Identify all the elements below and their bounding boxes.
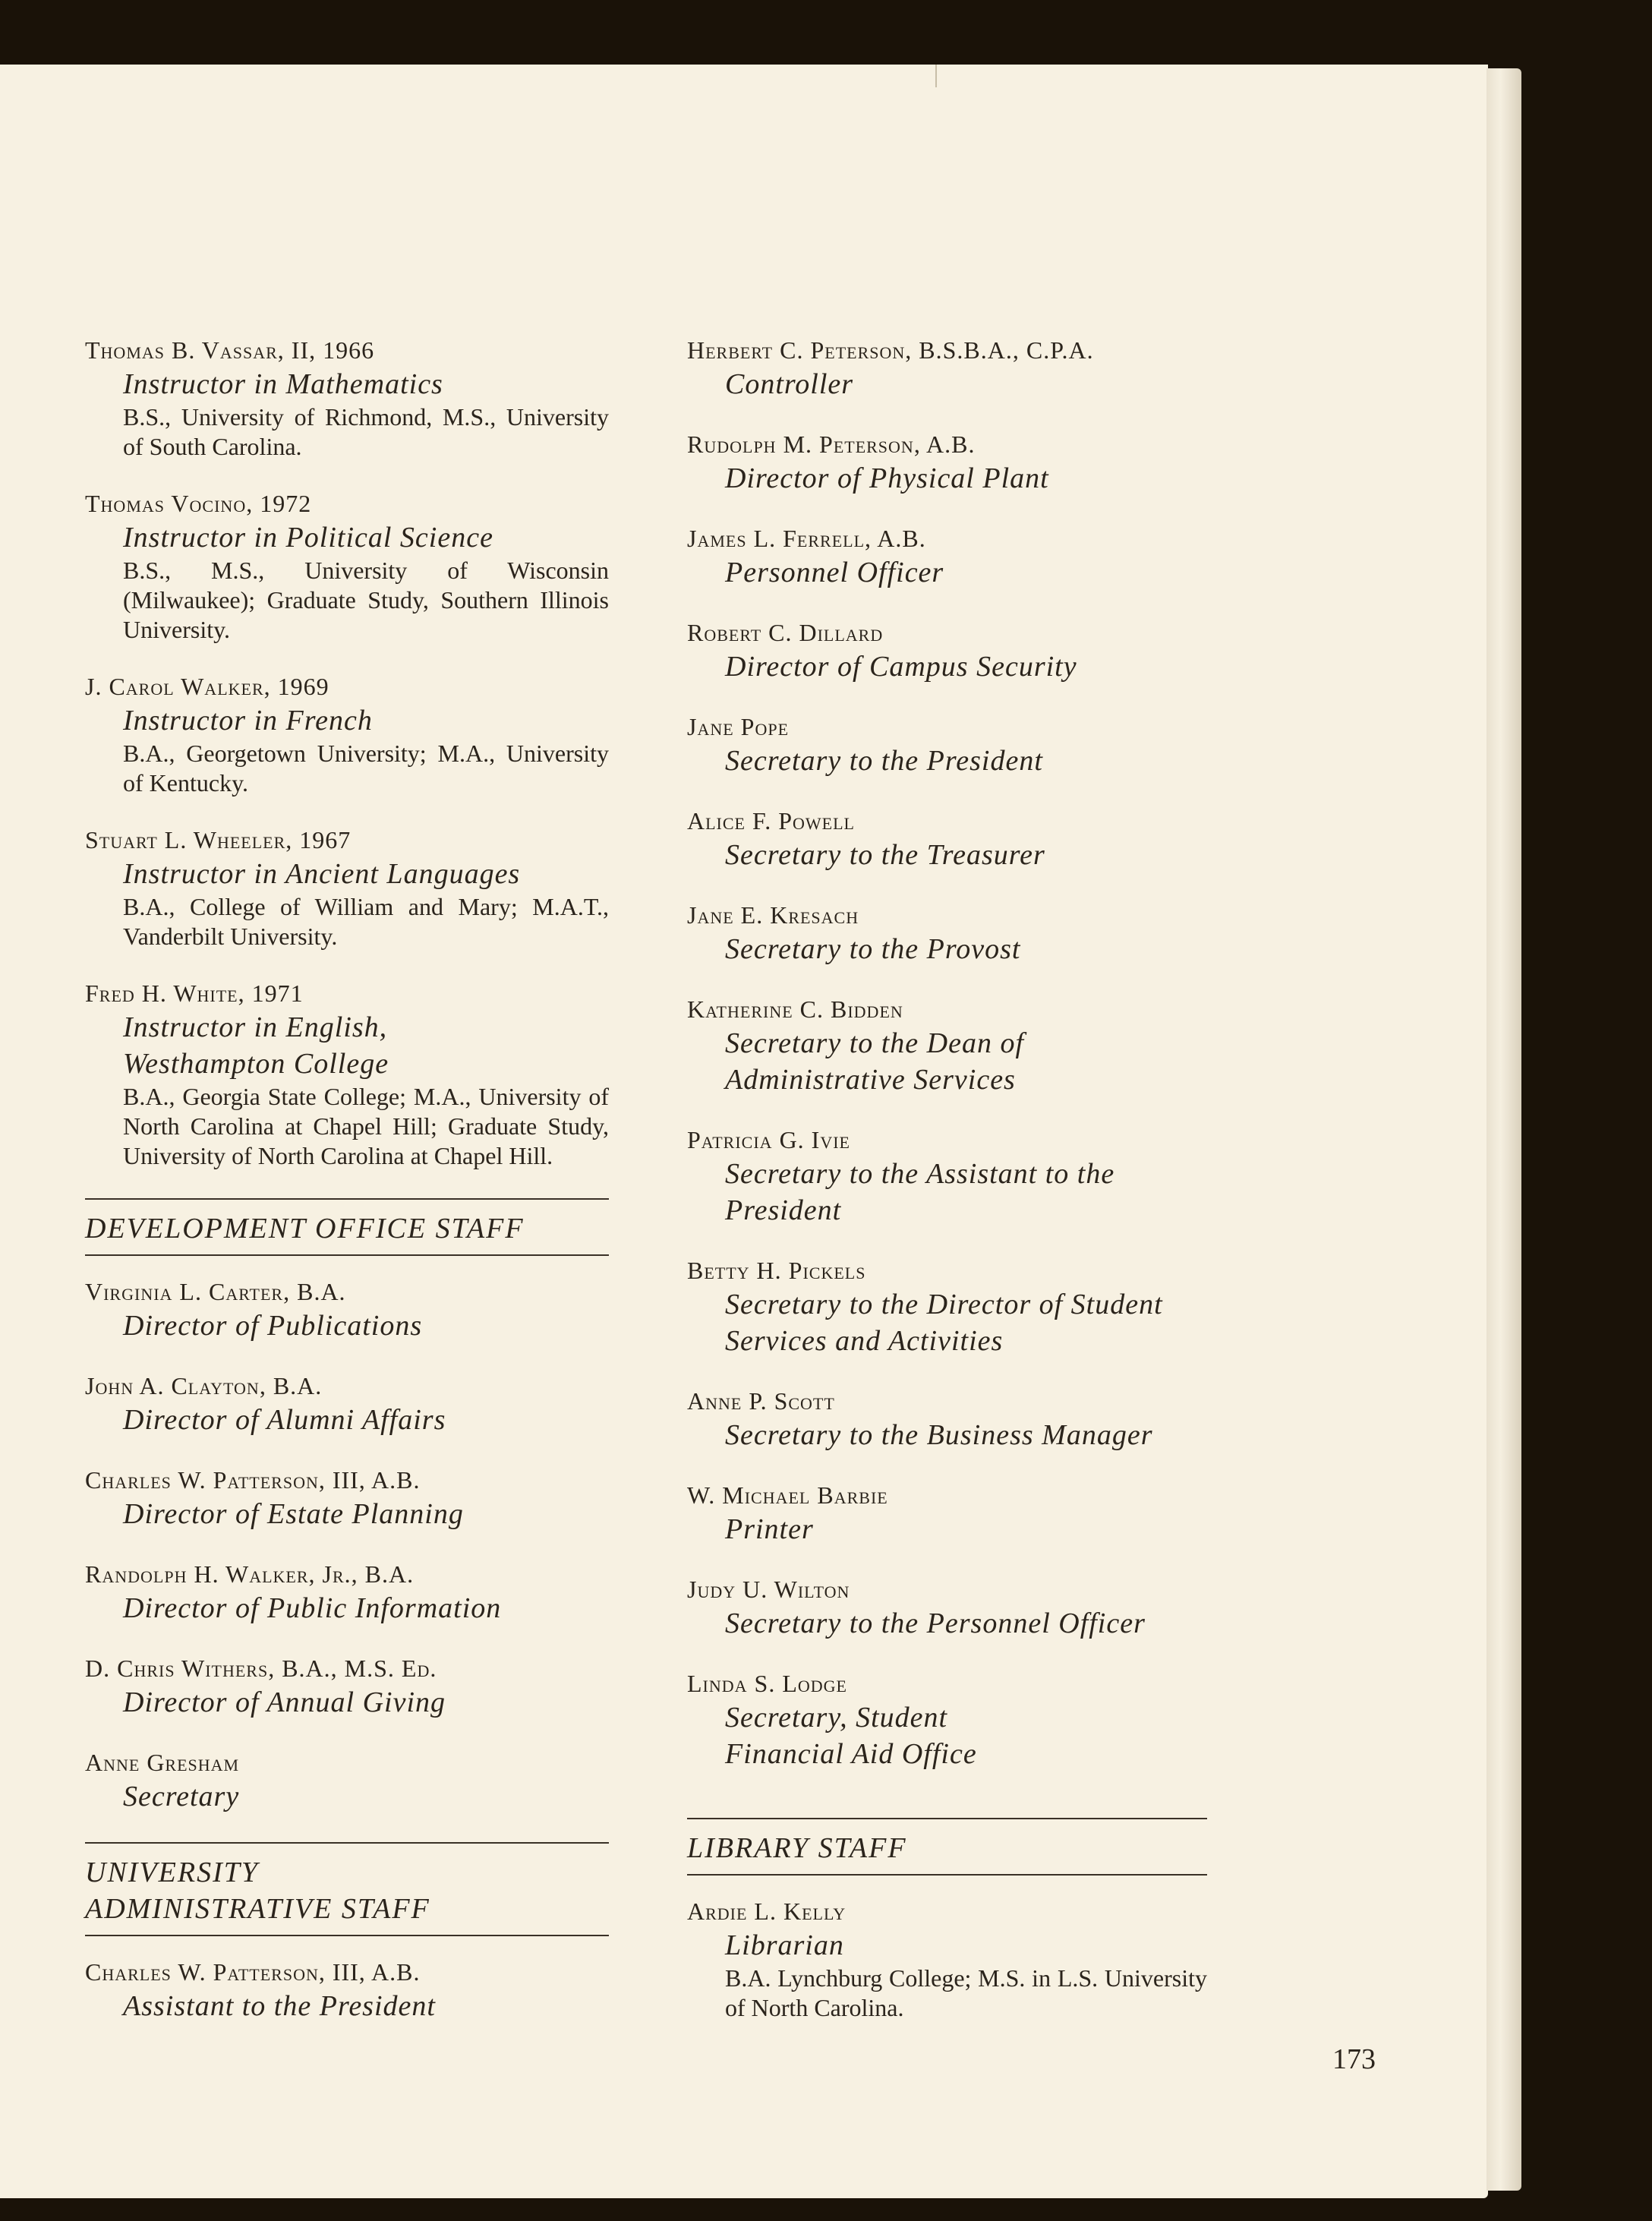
staff-entry: [85, 1558, 609, 1626]
staff-name: Fred H. White, 1971: [85, 980, 304, 1007]
staff-entry: [687, 993, 1207, 1098]
staff-title: Secretary to the Provost: [725, 933, 1021, 965]
staff-title: Director of Estate Planning: [123, 1498, 464, 1530]
staff-title: Printer: [725, 1513, 814, 1545]
staff-title: Instructor in French: [123, 705, 373, 737]
staff-title: Director of Physical Plant: [725, 462, 1049, 494]
staff-name: Anne P. Scott: [687, 1387, 835, 1415]
staff-name: Jane E. Kresach: [687, 901, 859, 929]
staff-title: Instructor in English, Westhampton College: [123, 1011, 389, 1080]
staff-degrees: B.S., M.S., University of Wisconsin (Milwaukee); Graduate Study, Southern Illinois University.: [123, 557, 609, 643]
staff-entry: [687, 1573, 1207, 1642]
staff-title: Director of Alumni Affairs: [123, 1404, 446, 1436]
staff-name: Ardie L. Kelly: [687, 1898, 846, 1925]
staff-entry: [687, 428, 1207, 497]
staff-entry: [85, 1652, 609, 1721]
staff-name: J. Carol Walker, 1969: [85, 673, 329, 700]
staff-degrees: B.A., Georgia State College; M.A., University of North Carolina at Chapel Hill; Graduate Study, University of North Carolina at Chapel Hill.: [123, 1083, 609, 1169]
page-number: 173: [1332, 2043, 1376, 2075]
staff-name: Herbert C. Peterson, B.S.B.A., C.P.A.: [687, 336, 1094, 364]
staff-title: Director of Annual Giving: [123, 1686, 446, 1718]
right-column: [687, 334, 1207, 2049]
staff-title: Personnel Officer: [725, 557, 944, 588]
staff-title: Director of Public Information: [123, 1592, 502, 1624]
staff-name: D. Chris Withers, B.A., M.S. Ed.: [85, 1655, 437, 1682]
staff-name: John A. Clayton, B.A.: [85, 1372, 323, 1399]
staff-name: Robert C. Dillard: [687, 619, 884, 646]
staff-title: Secretary to the Assistant to the President: [725, 1158, 1115, 1226]
staff-entry: [687, 711, 1207, 779]
staff-name: W. Michael Barbie: [687, 1481, 888, 1509]
staff-degrees: B.S., University of Richmond, M.S., University of South Carolina.: [123, 403, 609, 460]
staff-entry: [687, 1254, 1207, 1359]
staff-title: Secretary to the President: [725, 745, 1043, 777]
staff-entry: [85, 1370, 609, 1438]
section-heading-library: LIBRARY STAFF: [687, 1818, 1207, 1876]
staff-name: Charles W. Patterson, III, A.B.: [85, 1466, 421, 1494]
staff-title: Director of Publications: [123, 1310, 423, 1342]
staff-entry: [687, 1124, 1207, 1229]
staff-title: Secretary, Student Financial Aid Office: [725, 1702, 977, 1770]
staff-entry: [687, 1895, 1207, 2023]
staff-name: Linda S. Lodge: [687, 1670, 847, 1697]
staff-degrees: B.A., Georgetown University; M.A., University of Kentucky.: [123, 740, 609, 797]
staff-name: Charles W. Patterson, III, A.B.: [85, 1958, 421, 1986]
staff-title: Librarian: [725, 1929, 844, 1961]
staff-title: Secretary to the Personnel Officer: [725, 1607, 1146, 1639]
staff-name: Alice F. Powell: [687, 807, 855, 834]
staff-entry: [85, 487, 609, 645]
staff-entry: [687, 899, 1207, 967]
staff-name: Thomas Vocino, 1972: [85, 490, 312, 517]
staff-entry: [85, 824, 609, 951]
staff-title: Secretary to the Director of Student Services and Activities: [725, 1289, 1163, 1357]
staff-degrees: B.A., College of William and Mary; M.A.T., Vanderbilt University.: [123, 893, 609, 950]
staff-entry: [85, 670, 609, 798]
staff-name: James L. Ferrell, A.B.: [687, 525, 926, 552]
staff-entry: [687, 334, 1207, 402]
staff-entry: [85, 1276, 609, 1344]
staff-degrees: B.A. Lynchburg College; M.S. in L.S. University of North Carolina.: [725, 1964, 1207, 2021]
staff-name: Katherine C. Bidden: [687, 995, 903, 1023]
staff-title: Instructor in Ancient Languages: [123, 858, 521, 890]
left-column: [85, 334, 609, 2050]
staff-title: Director of Campus Security: [725, 651, 1077, 683]
staff-title: Secretary to the Business Manager: [725, 1419, 1153, 1451]
staff-entry: [687, 522, 1207, 591]
staff-entry: [687, 1385, 1207, 1453]
staff-entry: [85, 977, 609, 1171]
staff-name: Jane Pope: [687, 713, 790, 740]
page-crease: [935, 65, 937, 87]
staff-title: Assistant to the President: [123, 1990, 436, 2022]
staff-name: Randolph H. Walker, Jr., B.A.: [85, 1560, 415, 1588]
staff-entry: [687, 805, 1207, 873]
staff-entry: [687, 1479, 1207, 1547]
staff-title: Controller: [725, 368, 854, 400]
staff-title: Instructor in Mathematics: [123, 368, 443, 400]
section-heading-administrative: UNIVERSITY ADMINISTRATIVE STAFF: [85, 1842, 609, 1936]
staff-name: Rudolph M. Peterson, A.B.: [687, 431, 976, 458]
staff-name: Thomas B. Vassar, II, 1966: [85, 336, 375, 364]
staff-name: Stuart L. Wheeler, 1967: [85, 826, 352, 853]
staff-name: Judy U. Wilton: [687, 1576, 850, 1603]
staff-entry: [85, 1956, 609, 2024]
section-heading-development: DEVELOPMENT OFFICE STAFF: [85, 1198, 609, 1256]
staff-entry: [85, 1746, 609, 1815]
staff-name: Patricia G. Ivie: [687, 1126, 850, 1153]
staff-entry: [687, 1667, 1207, 1772]
page-edge: [1486, 68, 1521, 2191]
staff-name: Anne Gresham: [85, 1749, 240, 1776]
staff-name: Virginia L. Carter, B.A.: [85, 1278, 346, 1305]
staff-entry: [687, 617, 1207, 685]
staff-title: Instructor in Political Science: [123, 522, 493, 554]
staff-title: Secretary: [123, 1781, 240, 1812]
staff-title: Secretary to the Dean of Administrative Services: [725, 1027, 1025, 1096]
staff-entry: [85, 334, 609, 462]
staff-name: Betty H. Pickels: [687, 1257, 866, 1284]
staff-entry: [85, 1464, 609, 1532]
staff-title: Secretary to the Treasurer: [725, 839, 1045, 871]
